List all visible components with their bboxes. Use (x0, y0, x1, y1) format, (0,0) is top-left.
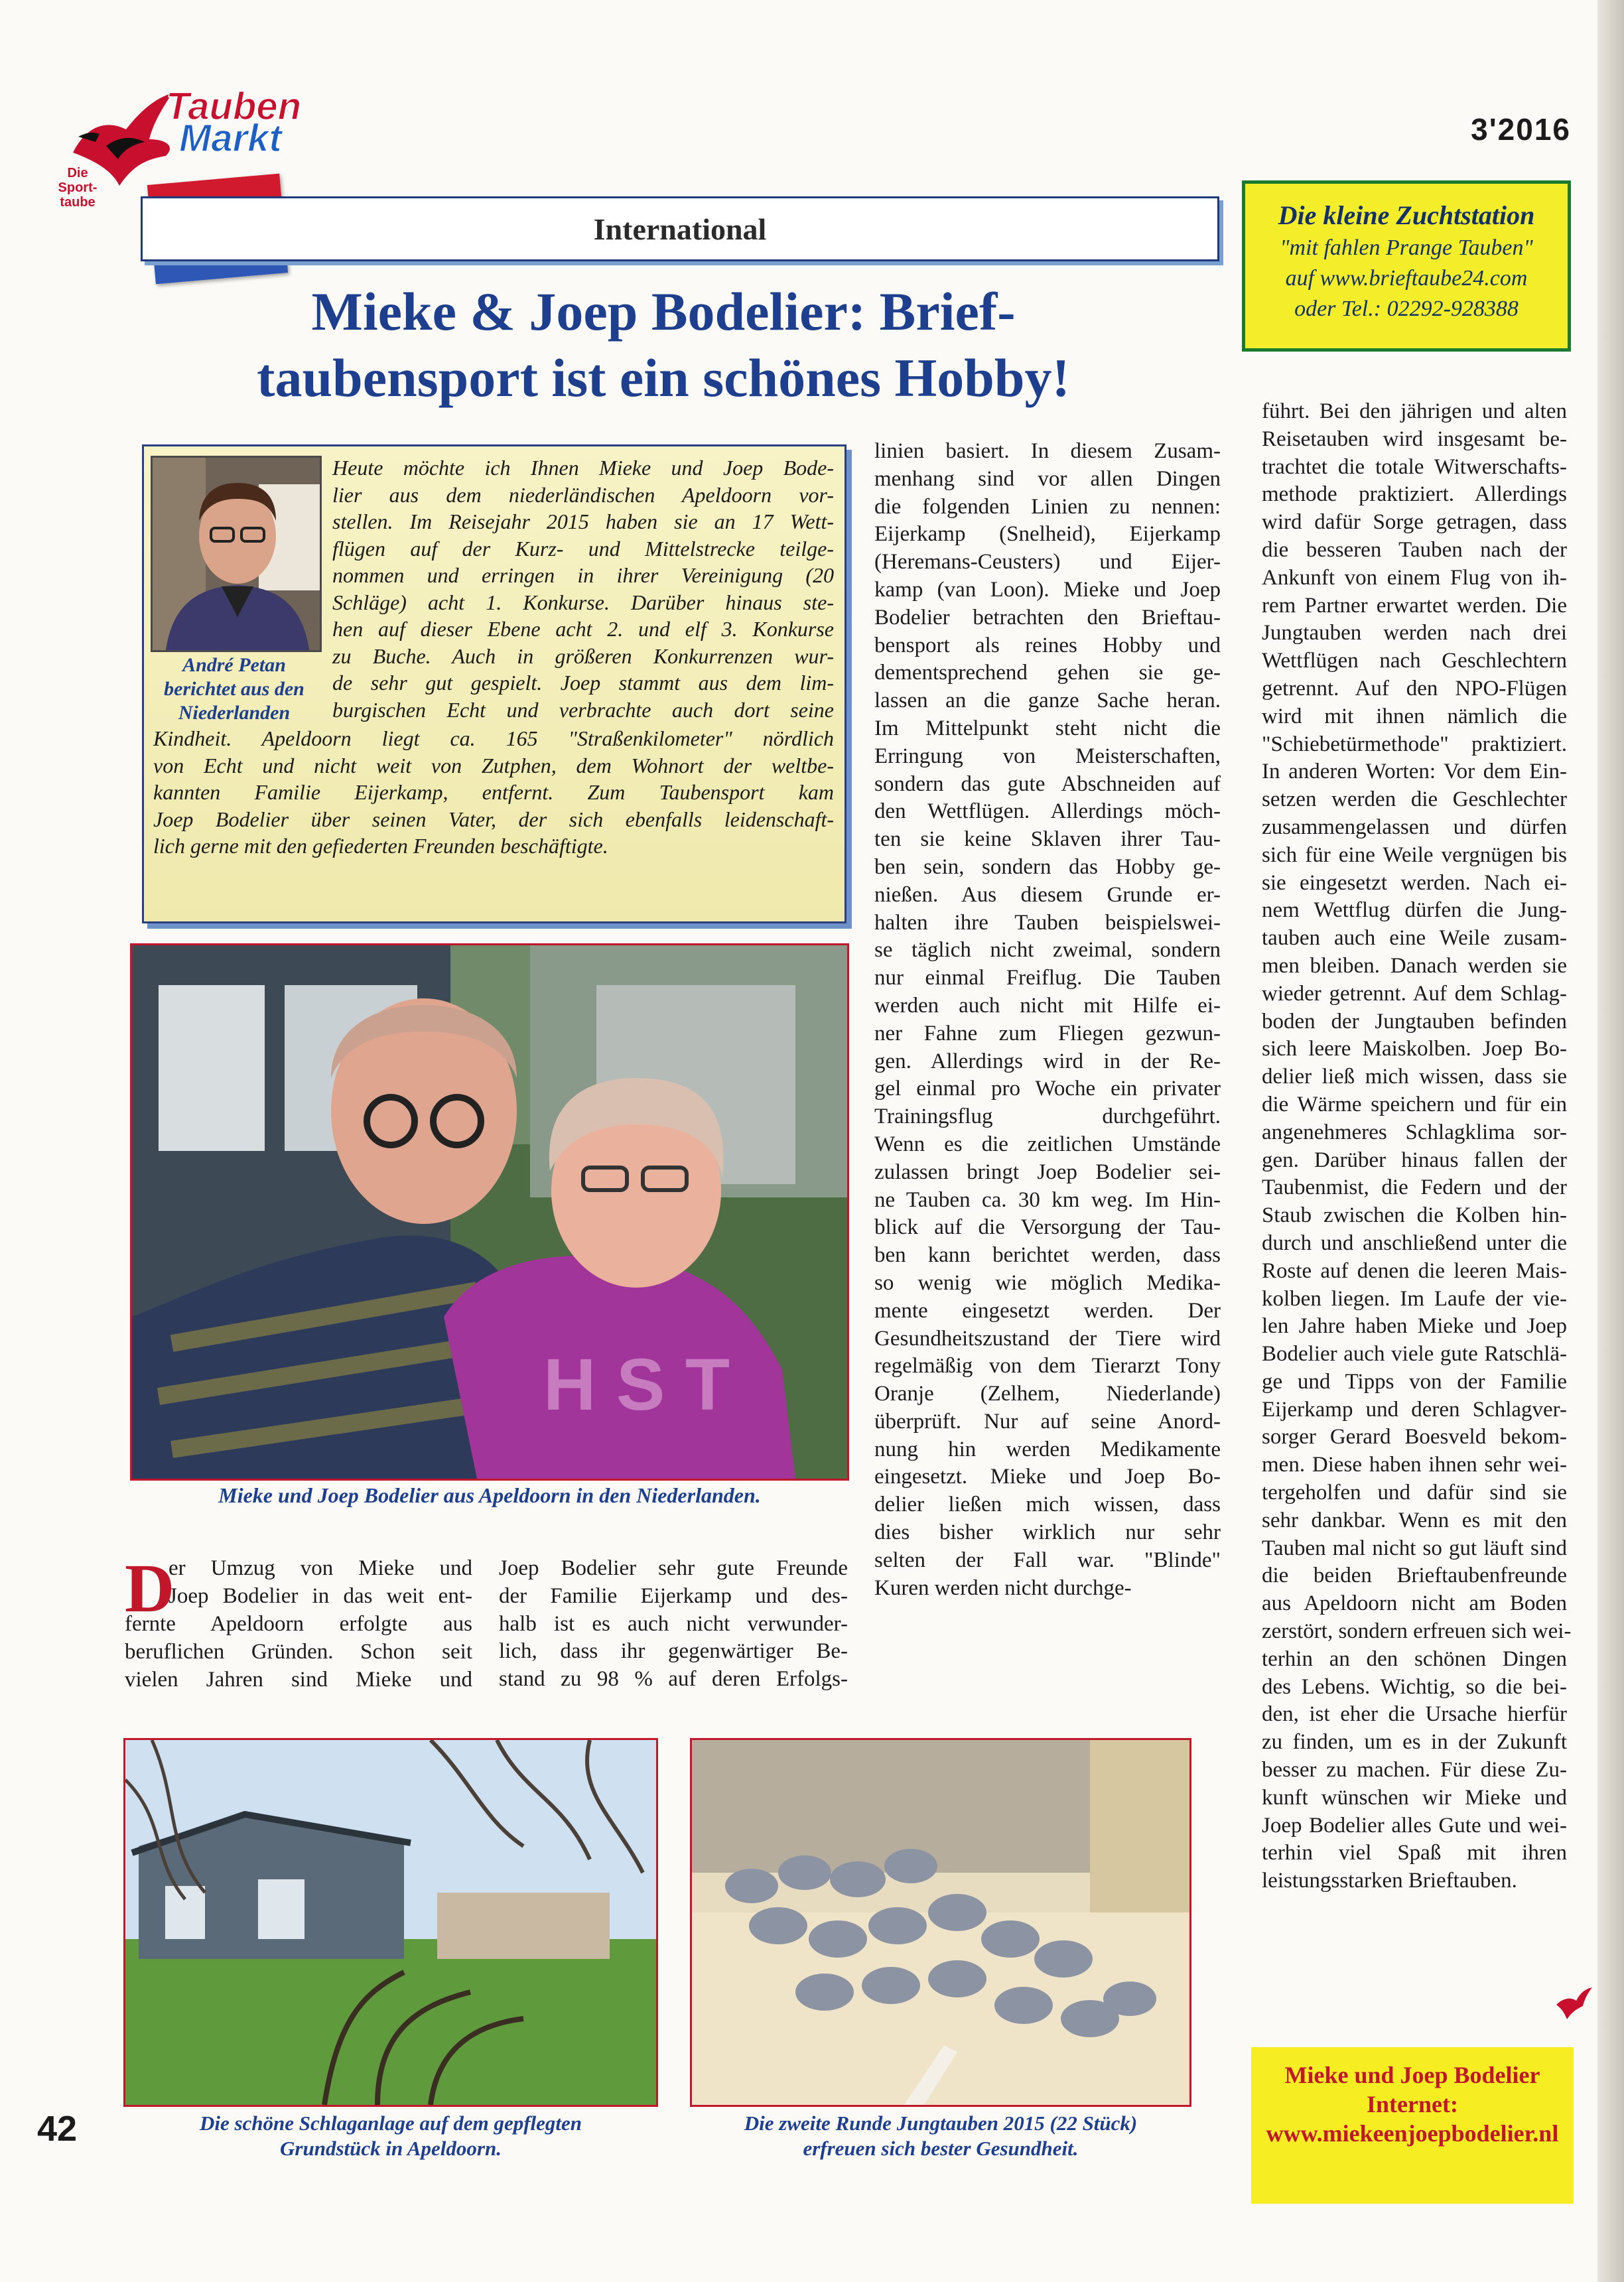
column-line: Gesundheitszustand der Tiere wird (874, 1326, 1221, 1351)
column-line: Trainingsflug durchgeführt. (874, 1105, 1221, 1129)
column-line: setzen werden die Geschlechter (1262, 787, 1567, 812)
ad-bottom-title: Mieke und Joep Bodelier (1284, 2062, 1540, 2088)
column-line: bensport als reines Hobby und (874, 633, 1221, 657)
end-mark-dove-icon (1554, 1985, 1593, 2022)
intro-text-wide (153, 725, 834, 860)
column-line: ge und Tipps von der Familie (1262, 1369, 1567, 1394)
column-line: wird dafür Sorge getragen, dass (1262, 510, 1567, 535)
column-line: fernte Apeldoorn erfolgte aus (125, 1612, 472, 1636)
column-line: Joep Bodelier in das weit ent- (169, 1583, 472, 1608)
column-line: Taubenmist, die Federn und der (1262, 1175, 1567, 1200)
column-line: zu finden, um es in der Zukunft (1262, 1730, 1567, 1755)
column-line: In anderen Worten: Vor dem Ein- (1262, 760, 1567, 784)
intro-line: Joep Bodelier über seinen Vater, der sich ebenfalls leidenschaft- (153, 807, 834, 831)
column-line: ne Tauben ca. 30 km weg. Im Hin- (874, 1187, 1221, 1212)
column-line: sehr dankbar. Wenn es mit den (1262, 1508, 1567, 1532)
caption-line: Grundstück in Apeldoorn. (280, 2137, 502, 2160)
couple-photo (130, 943, 849, 1481)
intro-line: von Echt und nicht weit von Zutphen, dem Wohnort der weltbe- (153, 753, 834, 777)
column-line: eingesetzt. Mieke und Joep Bo- (874, 1465, 1221, 1489)
column-line: sich leere Maiskolben. Joep Bo- (1262, 1037, 1567, 1061)
column-line: Reisetauben wird insgesamt be- (1262, 427, 1567, 451)
intro-line: burgischen Echt und verbrachte auch dort seine (332, 697, 834, 722)
column-line: methode praktiziert. Allerdings (1262, 482, 1567, 507)
column-line: ten sie keine Sklaven ihrer Tau- (874, 827, 1221, 852)
intro-line: Kindheit. Apeldoorn liegt ca. 165 "Straßenkilometer" nördlich (153, 726, 834, 750)
column-line: führt. Bei den jährigen und alten (1262, 399, 1567, 423)
column-line: Im Mittelpunkt steht nicht die (874, 716, 1221, 740)
column-line: Oranje (Zelhem, Niederlande) (874, 1382, 1221, 1406)
column-line: sorger Gerard Boesveld bekom- (1262, 1425, 1567, 1449)
column-line: menhang sind vor allen Dingen (874, 466, 1221, 491)
column-line: se täglich nicht zweimal, sondern (874, 938, 1221, 963)
column-line: nießen. Aus diesem Grunde er- (874, 882, 1221, 907)
column-line: zusammengelassen und dürfen (1262, 815, 1567, 839)
column-line: zerstört, sondern erfreuen sich wei- (1262, 1619, 1572, 1644)
column-line: terhin an den schönen Dingen (1262, 1646, 1567, 1671)
ad-title: Die kleine Zuchtstation (1278, 200, 1535, 230)
author-caption-line: Niederlanden (178, 702, 291, 724)
column-line: des Lebens. Wichtig, so die bei- (1262, 1674, 1567, 1699)
column-line: selten der Fall war. "Blinde" (874, 1548, 1221, 1572)
headline-line-2: taubensport ist ein schönes Hobby! (257, 348, 1070, 408)
column-line: ben kann berichtet werden, dass (874, 1243, 1221, 1268)
ad-bottom-label: Internet: (1367, 2091, 1458, 2117)
intro-line: hen auf dieser Ebene acht 2. und elf 3. Konkurse (332, 617, 834, 641)
author-caption-line: berichtet aus den (164, 678, 304, 700)
tagline-line: Sport- (58, 180, 98, 195)
column-line: Roste auf denen die leeren Mais- (1262, 1258, 1567, 1283)
column-line: nung hin werden Medikamente (874, 1437, 1221, 1461)
column-line: Bodelier auch viele gute Ratschlä- (1262, 1342, 1567, 1367)
column-line: sondern das gute Abschneiden auf (874, 772, 1221, 796)
intro-line: stellen. Im Reisejahr 2015 haben sie an 17 Wett- (332, 509, 834, 533)
bodelier-website-ad (1251, 2047, 1574, 2204)
page-spine-shadow (1597, 0, 1624, 2282)
column-4 (1262, 398, 1572, 1895)
ad-website: auf www.brieftaube24.com (1285, 266, 1528, 291)
caption-line: Die schöne Schlaganlage auf dem gepflegten (199, 2112, 582, 2135)
column-line: men. Diese haben ihnen sehr wei- (1262, 1453, 1567, 1477)
intro-line: lier aus dem niederländischen Apeldoorn vor- (332, 482, 834, 507)
column-line: trachtet die totale Witwerschafts- (1262, 454, 1567, 479)
loft-garden-photo (123, 1738, 658, 2107)
column-line: Eijerkamp (Snelheid), Eijerkamp (874, 522, 1221, 547)
column-line: sich für eine Weile vergnügen bis (1262, 842, 1567, 867)
column-line: "Schiebetürmethode" praktiziert. (1262, 732, 1567, 756)
column-line: der Familie Eijerkamp und des- (499, 1583, 848, 1608)
column-line: regelmäßig von dem Tierarzt Tony (874, 1354, 1221, 1378)
column-line: dementsprechend gehen sie ge- (874, 661, 1221, 685)
column-line: Jungtauben werden nach drei (1262, 621, 1567, 645)
intro-line: Heute möchte ich Ihnen Mieke und Joep Bode- (332, 456, 834, 480)
column-line: Kuren werden nicht durchge- (874, 1576, 1132, 1600)
column-line: lassen an die ganze Sache heran. (874, 689, 1221, 713)
column-line: blick auf die Versorgung der Tau- (874, 1215, 1221, 1240)
column-line: rem Partner erwartet werden. Die (1262, 593, 1567, 618)
author-name: André Petan (182, 654, 286, 676)
column-line: wird mit ihnen nämlich die (1262, 704, 1567, 728)
column-line: den Wettflügen. Allerdings möch- (874, 799, 1221, 824)
column-line: stand zu 98 % auf deren Erfolgs- (499, 1667, 848, 1692)
column-line: so wenig wie möglich Medika- (874, 1270, 1221, 1295)
column-line: angenehmeres Schlagklima sor- (1262, 1120, 1567, 1144)
column-line: delier ließ mich wissen, dass sie (1262, 1065, 1567, 1089)
column-line: aus Apeldoorn nicht am Boden (1262, 1591, 1567, 1616)
column-line: vielen Jahren sind Mieke und (125, 1667, 472, 1692)
column-line: er Umzug von Mieke und (169, 1556, 472, 1580)
caption-line: Die zweite Runde Jungtauben 2015 (22 Stück) (744, 2112, 1138, 2135)
column-line: dies bisher wirklich nur sehr (874, 1520, 1221, 1545)
column-line: wieder getrennt. Auf dem Schlag- (1262, 981, 1567, 1006)
intro-line: lich gerne mit den gefiederten Freunden beschäftigte. (153, 834, 608, 858)
page-number: 42 (37, 2109, 78, 2149)
column-line: besser zu machen. Für diese Zu- (1262, 1758, 1567, 1782)
intro-line: Schläge) acht 1. Konkurse. Darüber hinaus ste- (332, 590, 834, 614)
column-line: ner Fahne zum Fliegen gezwun- (874, 1021, 1221, 1045)
column-line: delier ließen mich wissen, dass (874, 1493, 1221, 1517)
logo-text-tauben: Tauben (166, 85, 302, 128)
tagline-line: Die (67, 166, 88, 180)
column-line: die beiden Brieftaubenfreunde (1262, 1564, 1567, 1588)
column-1 (125, 1611, 472, 1694)
column-1-first-lines (169, 1555, 472, 1611)
column-line: getrennt. Auf den NPO-Flügen (1262, 676, 1567, 701)
column-line: Bodelier betrachten den Brieftau- (874, 605, 1221, 630)
column-line: Staub zwischen die Kolben hin- (1262, 1203, 1567, 1228)
column-line: gen. Allerdings wird in der Re- (874, 1049, 1221, 1073)
column-line: men bleiben. Danach werden sie (1262, 953, 1567, 978)
column-line: kunft wünschen wir Mieke und (1262, 1785, 1567, 1810)
column-line: kolben liegen. Im Laufe der vie- (1262, 1286, 1567, 1311)
column-line: zulassen bringt Joep Bodelier sei- (874, 1160, 1221, 1184)
column-line: nem Wettflug dürfen die Jung- (1262, 898, 1567, 923)
right-photo-caption (690, 2111, 1191, 2161)
column-line: die Wärme speichern und für ein (1262, 1092, 1567, 1116)
intro-box (142, 444, 846, 923)
main-photo-caption: Mieke und Joep Bodelier aus Apeldoorn in den Niederlanden. (218, 1483, 761, 1507)
section-label: International (593, 212, 767, 246)
column-line: Tauben mal nicht so gut läuft sind (1262, 1536, 1567, 1560)
issue-number: 3'2016 (1471, 112, 1571, 147)
svg-text:H S T: H S T (543, 1344, 730, 1426)
column-line: die besseren Tauben nach der (1262, 537, 1567, 562)
ad-bottom-url[interactable]: www.miekeenjoepbodelier.nl (1266, 2120, 1559, 2147)
column-line: tauben auch eine Weile zusam- (1262, 926, 1567, 951)
column-line: lich, dass ihr gegenwärtiger Be- (499, 1639, 848, 1664)
column-line: gen. Darüber hinaus fallen der (1262, 1148, 1567, 1172)
column-line: leistungsstarken Brieftauben. (1262, 1869, 1517, 1893)
column-line: überprüft. Nur auf seine Anord- (874, 1409, 1221, 1434)
column-line: die folgenden Linien zu nennen: (874, 494, 1221, 519)
ad-line: "mit fahlen Prange Tauben" (1280, 235, 1533, 260)
young-pigeons-photo (690, 1738, 1191, 2107)
column-line: (Heremans-Ceusters) und Eijer- (874, 550, 1221, 574)
column-line: sie eingesetzt werden. Nach ei- (1262, 870, 1567, 895)
column-line: Eijerkamp und deren Schlagver- (1262, 1397, 1567, 1422)
column-line: Erringung von Meisterschaften, (874, 744, 1221, 768)
tagline-line: taube (60, 195, 96, 210)
column-3 (874, 438, 1221, 1602)
column-line: Wettflügen nach Geschlechtern (1262, 649, 1567, 673)
column-line: len Jahre haben Mieke und Joep (1262, 1314, 1567, 1339)
author-caption (147, 653, 322, 725)
column-line: werden auch nicht mit Hilfe ei- (874, 993, 1221, 1018)
column-line: Wenn es die zeitlichen Umstände (874, 1132, 1221, 1156)
ad-phone: oder Tel.: 02292-928388 (1294, 297, 1519, 321)
zuchtstation-ad (1242, 180, 1571, 352)
intro-text-narrow (332, 454, 834, 723)
section-label-box (141, 196, 1219, 261)
intro-line: nommen und erringen in ihrer Vereinigung (20 (332, 563, 834, 587)
column-line: durch und anschließend unter die (1262, 1231, 1567, 1255)
intro-line: flügen auf der Kurz- und Mittelstrecke teilge- (332, 536, 834, 561)
column-line: linien basiert. In diesem Zusam- (874, 439, 1221, 463)
column-line: halten ihre Tauben beispielswei- (874, 910, 1221, 935)
column-line: Joep Bodelier sehr gute Freunde (499, 1556, 848, 1580)
column-line: kamp (van Loon). Mieke und Joep (874, 577, 1221, 602)
column-line: ben sein, sondern das Hobby ge- (874, 854, 1221, 879)
column-line: tergeholfen und dafür sind sie (1262, 1481, 1567, 1505)
caption-line: erfreuen sich bester Gesundheit. (803, 2137, 1079, 2160)
column-line: halb ist es auch nicht verwunder- (499, 1611, 848, 1636)
intro-line: zu Buche. Auch in größeren Konkurrenzen wur- (332, 643, 834, 668)
column-line: boden der Jungtauben befinden (1262, 1009, 1567, 1034)
logo-tagline (54, 166, 101, 210)
intro-line: kannten Familie Eijerkamp, entfernt. Zum Taubensport kam (153, 780, 834, 804)
left-photo-caption (123, 2111, 658, 2161)
column-line: nur einmal Freiflug. Die Tauben (874, 966, 1221, 990)
article-headline (100, 279, 1227, 411)
drop-cap: D (125, 1550, 175, 1627)
author-photo (151, 456, 322, 652)
logo-text-markt: Markt (179, 117, 282, 160)
column-line: den, ist eher die Ursache hierfür (1262, 1702, 1567, 1727)
column-line: Ankunft von einem Flug von ih- (1262, 565, 1567, 590)
column-2 (499, 1555, 848, 1694)
column-line: beruflichen Gründen. Schon seit (125, 1639, 472, 1664)
intro-line: de sehr gut gespielt. Joep stammt aus dem lim- (332, 671, 834, 695)
column-line: gel einmal pro Woche ein privater (874, 1077, 1221, 1101)
headline-line-1: Mieke & Joep Bodelier: Brief- (311, 281, 1016, 342)
column-line: Joep Bodelier alles Gute und wei- (1262, 1813, 1567, 1838)
column-line: mente eingesetzt werden. Der (874, 1298, 1221, 1323)
column-line: terhin viel Spaß mit ihren (1262, 1841, 1567, 1865)
